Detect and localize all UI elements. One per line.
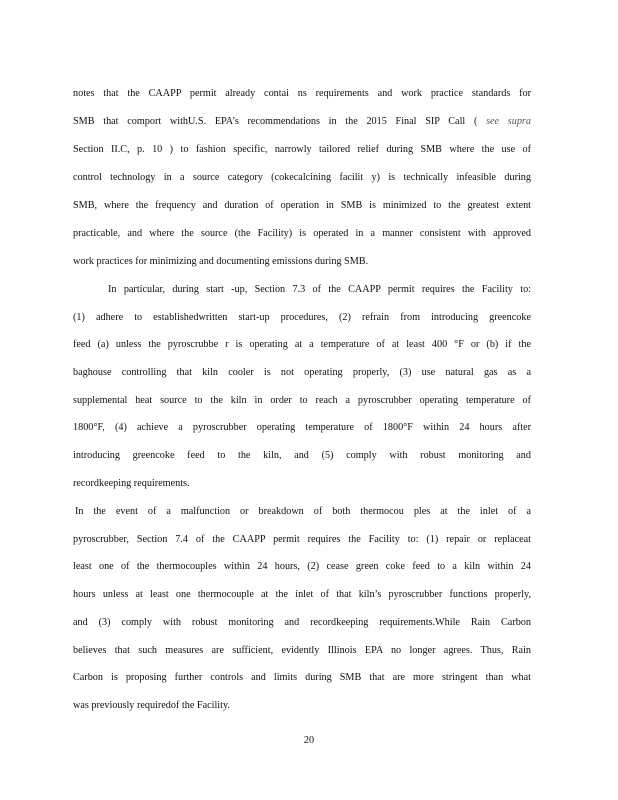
text-line: work practices for minimizing and documenting emissions during SMB. — [73, 256, 369, 267]
text-line: notes that the CAAPP permit already contai ns requirements and work practice standards for — [73, 88, 531, 99]
text-line: was previously requiredof the Facility. — [73, 700, 230, 711]
text-line: recordkeeping requirements. — [73, 478, 190, 489]
text-line: In particular, during start -up, Section 7.3 of the CAAPP permit requires the Facility to: — [108, 284, 531, 295]
text-line: control technology in a source category (cokecalcining facilit y) is technically infeasible during — [73, 172, 531, 183]
citation-signal: see supra — [486, 116, 531, 127]
text-line: pyroscrubber, Section 7.4 of the CAAPP permit requires the Facility to: (1) repair or replaceat — [73, 534, 531, 545]
text-line: least one of the thermocouples within 24 hours, (2) cease green coke feed to a kiln within 24 — [73, 561, 531, 572]
text-line: feed (a) unless the pyroscrubbe r is operating at a temperature of at least 400 °F or (b) if the — [73, 339, 531, 350]
text-line-body: SMB that comport withU.S. EPA’s recommendations in the 2015 Final SIP Call ( — [73, 116, 478, 127]
text-line — [73, 116, 531, 128]
text-line: and (3) comply with robust monitoring and recordkeeping requirements.While Rain Carbon — [73, 617, 531, 628]
text-line: baghouse controlling that kiln cooler is not operating properly, (3) use natural gas as a — [73, 367, 531, 378]
text-line: SMB, where the frequency and duration of operation in SMB is minimized to the greatest extent — [73, 200, 531, 211]
text-line: In the event of a malfunction or breakdown of both thermocou ples at the inlet of a — [75, 506, 531, 517]
text-line: 1800°F, (4) achieve a pyroscrubber operating temperature of 1800°F within 24 hours after — [73, 422, 531, 433]
text-line: believes that such measures are sufficient, evidently Illinois EPA no longer agrees. Thus, Rain — [73, 645, 531, 656]
text-line: Carbon is proposing further controls and limits during SMB that are more stringent than what — [73, 672, 531, 683]
page-number: 20 — [303, 735, 315, 746]
text-line: practicable, and where the source (the Facility) is operated in a manner consistent with approved — [73, 228, 531, 239]
text-line: introducing greencoke feed to the kiln, and (5) comply with robust monitoring and — [73, 450, 531, 461]
text-line: Section II.C, p. 10 ) to fashion specific, narrowly tailored relief during SMB where the use of — [73, 144, 531, 155]
text-line: supplemental heat source to the kiln in order to reach a pyroscrubber operating temperature of — [73, 395, 531, 406]
text-line: (1) adhere to establishedwritten start-up procedures, (2) refrain from introducing greencoke — [73, 312, 531, 323]
text-line: hours unless at least one thermocouple at the inlet of that kiln’s pyroscrubber functions properly, — [73, 589, 531, 600]
